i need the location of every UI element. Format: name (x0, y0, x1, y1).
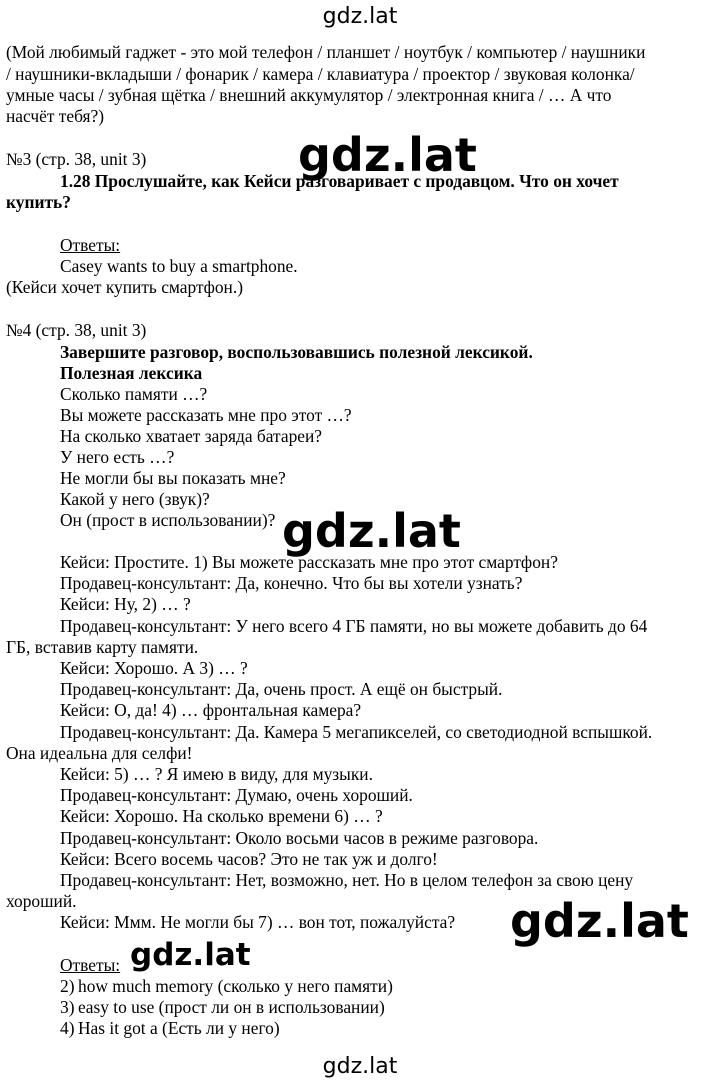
answer-text: Has it got a (Есть ли у него) (78, 1018, 280, 1038)
dialogue-line: Продавец-консультант: Да, конечно. Что бы вы хотели узнать? (60, 573, 523, 593)
watermark-big-1: gdz.lat (298, 128, 477, 182)
answer-text: how much memory (сколько у него памяти) (78, 976, 393, 996)
task3-answer-ru: (Кейси хочет купить смартфон.) (6, 277, 244, 297)
vocab-item: На сколько хватает заряда батареи? (60, 426, 323, 446)
answer-number: 4) (60, 1018, 75, 1038)
task4-instruction: Завершите разговор, воспользовавшись полезной лексикой. (60, 342, 533, 362)
watermark-bottom: gdz.lat (322, 1054, 398, 1079)
dialogue-line: Кейси: Хорошо. На сколько времени 6) … ? (60, 806, 383, 826)
watermark-mid: gdz.lat (130, 937, 251, 973)
intro-line-2: / наушники-вкладыши / фонарик / камера / клавиатура / проектор / звуковая колонка/ (6, 64, 635, 84)
dialogue-line: Продавец-консультант: Около восьми часов в режиме разговора. (60, 828, 539, 848)
dialogue-line: ГБ, вставив карту памяти. (6, 637, 199, 657)
task3-question-line1: 1.28 Прослушайте, как Кейси разговаривает с продавцом. Что он хочет (60, 171, 619, 191)
task4-answers-label: Ответы: (60, 955, 121, 975)
dialogue-line: хороший. (6, 891, 77, 911)
dialogue-line: Продавец-консультант: У него всего 4 ГБ памяти, но вы можете добавить до 64 (60, 616, 648, 636)
dialogue-line: Кейси: Простите. 1) Вы можете рассказать мне про этот смартфон? (60, 552, 558, 572)
dialogue-line: Кейси: 5) … ? Я имею в виду, для музыки. (60, 764, 373, 784)
watermark-big-2: gdz.lat (282, 504, 461, 558)
task3-header: №3 (стр. 38, unit 3) (6, 149, 147, 169)
dialogue-line: Кейси: О, да! 4) … фронтальная камера? (60, 700, 362, 720)
watermark-big-3: gdz.lat (510, 894, 689, 948)
watermark-top: gdz.lat (322, 4, 398, 29)
intro-line-3: умные часы / зубная щётка / внешний аккумулятор / электронная книга / … А что (6, 85, 612, 105)
vocab-item: Какой у него (звук)? (60, 489, 210, 509)
task4-header: №4 (стр. 38, unit 3) (6, 320, 147, 340)
vocab-item: Вы можете рассказать мне про этот …? (60, 405, 352, 425)
dialogue-line: Она идеальна для селфи! (6, 743, 193, 763)
task3-answer-en: Casey wants to buy a smartphone. (60, 256, 298, 276)
answer-item (60, 1018, 280, 1038)
dialogue-line: Продавец-консультант: Да. Камера 5 мегапикселей, со светодиодной вспышкой. (60, 722, 653, 742)
answer-number: 2) (60, 976, 75, 996)
dialogue-line: Кейси: Всего восемь часов? Это не так уж и долго! (60, 849, 438, 869)
intro-line-4: насчёт тебя?) (6, 106, 105, 126)
dialogue-line: Продавец-консультант: Да, очень прост. А ещё он быстрый. (60, 679, 503, 699)
answer-item (60, 997, 385, 1017)
task3-answers-label: Ответы: (60, 235, 121, 255)
dialogue-line: Кейси: Ммм. Не могли бы 7) … вон тот, пожалуйста? (60, 912, 456, 932)
answer-item (60, 976, 393, 996)
answer-text: easy to use (прост ли он в использовании) (78, 997, 385, 1017)
dialogue-line: Кейси: Ну, 2) … ? (60, 594, 191, 614)
answer-number: 3) (60, 997, 75, 1017)
dialogue-line: Кейси: Хорошо. А 3) … ? (60, 658, 248, 678)
vocab-item: Он (прост в использовании)? (60, 510, 276, 530)
vocab-item: Не могли бы вы показать мне? (60, 468, 286, 488)
vocab-item: У него есть …? (60, 447, 175, 467)
vocab-item: Сколько памяти …? (60, 384, 208, 404)
dialogue-line: Продавец-консультант: Думаю, очень хороший. (60, 785, 413, 805)
task4-vocab-title: Полезная лексика (60, 363, 203, 383)
intro-line-1: (Мой любимый гаджет - это мой телефон / планшет / ноутбук / компьютер / наушники (6, 42, 646, 62)
task3-question-line2: купить? (6, 192, 71, 212)
dialogue-line: Продавец-консультант: Нет, возможно, нет. Но в целом телефон за свою цену (60, 870, 634, 890)
